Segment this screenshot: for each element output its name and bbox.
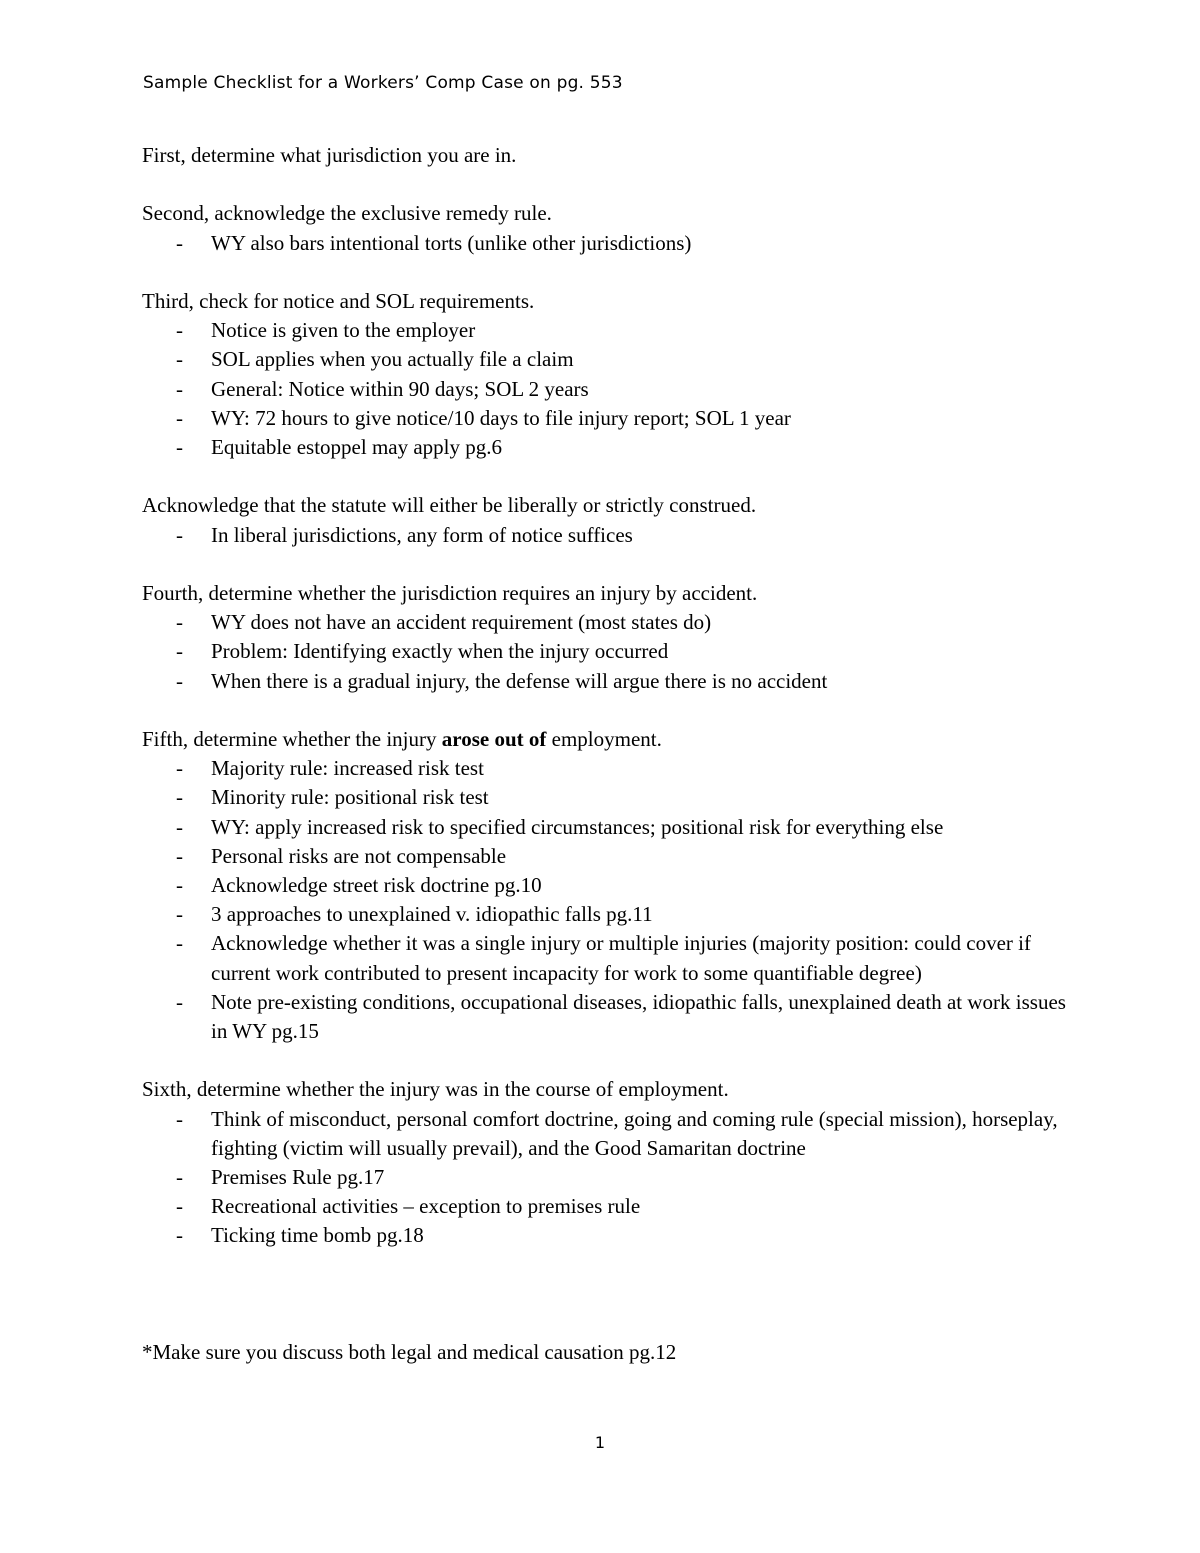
dash-bullet-icon: - [176, 639, 183, 664]
document-body [142, 141, 1072, 1367]
dash-bullet-icon: - [176, 435, 183, 459]
section-fourth [142, 579, 1072, 696]
page-number: 1 [594, 1433, 606, 1452]
section-second [142, 199, 1072, 257]
list-item: - Personal risks are not compensable [142, 842, 1072, 871]
list-item: - Ticking time bomb pg.18 [142, 1221, 1072, 1250]
dash-bullet-icon: - [176, 347, 183, 372]
section-lead: Acknowledge that the statute will either be liberally or strictly construed. [142, 493, 757, 518]
footnote: *Make sure you discuss both legal and medical causation pg.12 [142, 1339, 677, 1364]
list-item: - WY: apply increased risk to specified circumstances; positional risk for everything else [142, 813, 1072, 842]
section-lead: First, determine what jurisdiction you are in. [142, 143, 517, 167]
section-lead: Fifth, determine whether the injury arose out of employment. [142, 726, 662, 751]
section-lead: Second, acknowledge the exclusive remedy rule. [142, 201, 552, 226]
list-item: - Recreational activities – exception to premises rule [142, 1192, 1072, 1221]
page-header: Sample Checklist for a Workers’ Comp Case on pg. 553 [143, 73, 623, 93]
bullet-list [142, 521, 1072, 550]
section-lead: Third, check for notice and SOL requirements. [142, 288, 535, 313]
dash-bullet-icon: - [176, 230, 183, 255]
list-item: - In liberal jurisdictions, any form of notice suffices [142, 521, 1072, 550]
list-item: - Acknowledge whether it was a single injury or multiple injuries (majority position: could cover if current work contributed to present incapacity for work to some quantifiable degree) [176, 931, 1031, 985]
section-fifth [142, 725, 1072, 1046]
list-item: - General: Notice within 90 days; SOL 2 years [142, 375, 1072, 404]
dash-bullet-icon: - [176, 376, 183, 401]
dash-bullet-icon: - [176, 405, 183, 430]
dash-bullet-icon: - [176, 318, 183, 343]
section-lead: Fourth, determine whether the jurisdiction requires an injury by accident. [142, 580, 758, 605]
dash-bullet-icon: - [176, 989, 183, 1014]
list-item: - Acknowledge street risk doctrine pg.10 [142, 871, 1072, 900]
dash-bullet-icon: - [176, 931, 183, 956]
section-third [142, 287, 1072, 462]
list-item: - WY: 72 hours to give notice/10 days to file injury report; SOL 1 year [142, 404, 1072, 433]
dash-bullet-icon: - [176, 1223, 183, 1248]
dash-bullet-icon: - [176, 785, 183, 810]
dash-bullet-icon: - [176, 902, 183, 927]
section-first [142, 141, 1072, 170]
bullet-list [142, 229, 1072, 258]
bullet-list [142, 608, 1072, 696]
dash-bullet-icon: - [176, 1165, 183, 1190]
list-item: - Equitable estoppel may apply pg.6 [142, 433, 1072, 462]
blank-space [142, 1280, 1072, 1338]
list-item: - Premises Rule pg.17 [142, 1163, 1072, 1192]
list-item: - WY also bars intentional torts (unlike other jurisdictions) [142, 229, 1072, 258]
dash-bullet-icon: - [176, 873, 183, 897]
emphasis: arose out of [441, 726, 547, 751]
list-item: - WY does not have an accident requirement (most states do) [142, 608, 1072, 637]
section-construction [142, 491, 1072, 549]
list-item: - SOL applies when you actually file a claim [142, 345, 1072, 374]
list-item: - Think of misconduct, personal comfort doctrine, going and coming rule (special mission), horseplay, fighting (victim will usually prevail), and the Good Samaritan doctrine [176, 1106, 1058, 1160]
bullet-list [142, 754, 1072, 1046]
dash-bullet-icon: - [176, 668, 183, 693]
dash-bullet-icon: - [176, 814, 183, 839]
list-item: - Note pre-existing conditions, occupational diseases, idiopathic falls, unexplained death at work issues in WY pg.15 [176, 989, 1066, 1044]
list-item: - Problem: Identifying exactly when the injury occurred [142, 637, 1072, 666]
list-item: - Majority rule: increased risk test [142, 754, 1072, 783]
dash-bullet-icon: - [176, 1106, 183, 1131]
section-lead: Sixth, determine whether the injury was in the course of employment. [142, 1077, 729, 1102]
dash-bullet-icon: - [176, 843, 183, 868]
bullet-list [142, 1105, 1072, 1251]
bullet-list [142, 316, 1072, 462]
dash-bullet-icon: - [176, 522, 183, 547]
list-item: - 3 approaches to unexplained v. idiopathic falls pg.11 [142, 900, 1072, 929]
dash-bullet-icon: - [176, 610, 183, 635]
list-item: - Minority rule: positional risk test [142, 783, 1072, 812]
dash-bullet-icon: - [176, 756, 183, 781]
section-sixth [142, 1075, 1072, 1250]
list-item: - When there is a gradual injury, the defense will argue there is no accident [142, 667, 1072, 696]
list-item: - Notice is given to the employer [142, 316, 1072, 345]
dash-bullet-icon: - [176, 1194, 183, 1219]
